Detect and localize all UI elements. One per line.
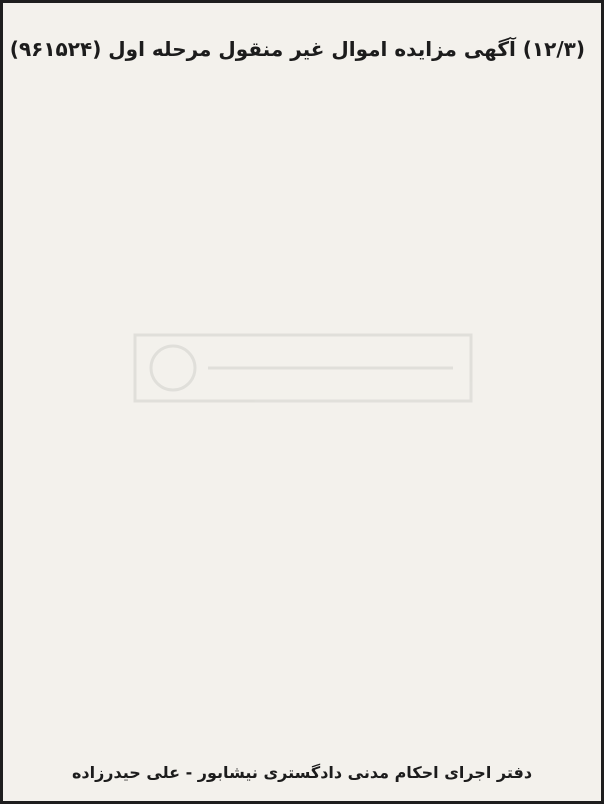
notice-body: [17, 79, 587, 755]
body-line: [17, 318, 587, 345]
body-line: [17, 530, 587, 557]
body-line: [17, 238, 587, 265]
body-line: [17, 556, 587, 583]
body-line: [17, 424, 587, 451]
body-line: [17, 106, 587, 133]
body-line: [17, 212, 587, 239]
body-line: [17, 715, 587, 742]
body-line: [17, 662, 587, 689]
body-line: [17, 477, 587, 504]
body-line: [17, 450, 587, 477]
body-line: [17, 583, 587, 610]
notice-code: (۹۶۱۵۲۴): [9, 37, 102, 61]
body-line: [17, 689, 587, 716]
body-line: [17, 291, 587, 318]
body-line: [17, 159, 587, 186]
notice-number: (۱۲/۳): [515, 37, 585, 61]
body-line: [17, 79, 587, 106]
body-line: [17, 503, 587, 530]
body-line: [17, 132, 587, 159]
body-line: [17, 265, 587, 292]
body-line: [17, 371, 587, 398]
body-line: [17, 609, 587, 636]
body-line: [17, 636, 587, 663]
body-line: [17, 397, 587, 424]
notice-signature: دفتر اجرای احکام مدنی دادگستری نیشابور - علی حیدرزاده: [71, 763, 533, 782]
notice-title-text: آگهی مزایده اموال غیر منقول مرحله اول: [108, 37, 516, 61]
notice-title: [9, 29, 585, 69]
body-line: [17, 344, 587, 371]
body-line: [17, 185, 587, 212]
